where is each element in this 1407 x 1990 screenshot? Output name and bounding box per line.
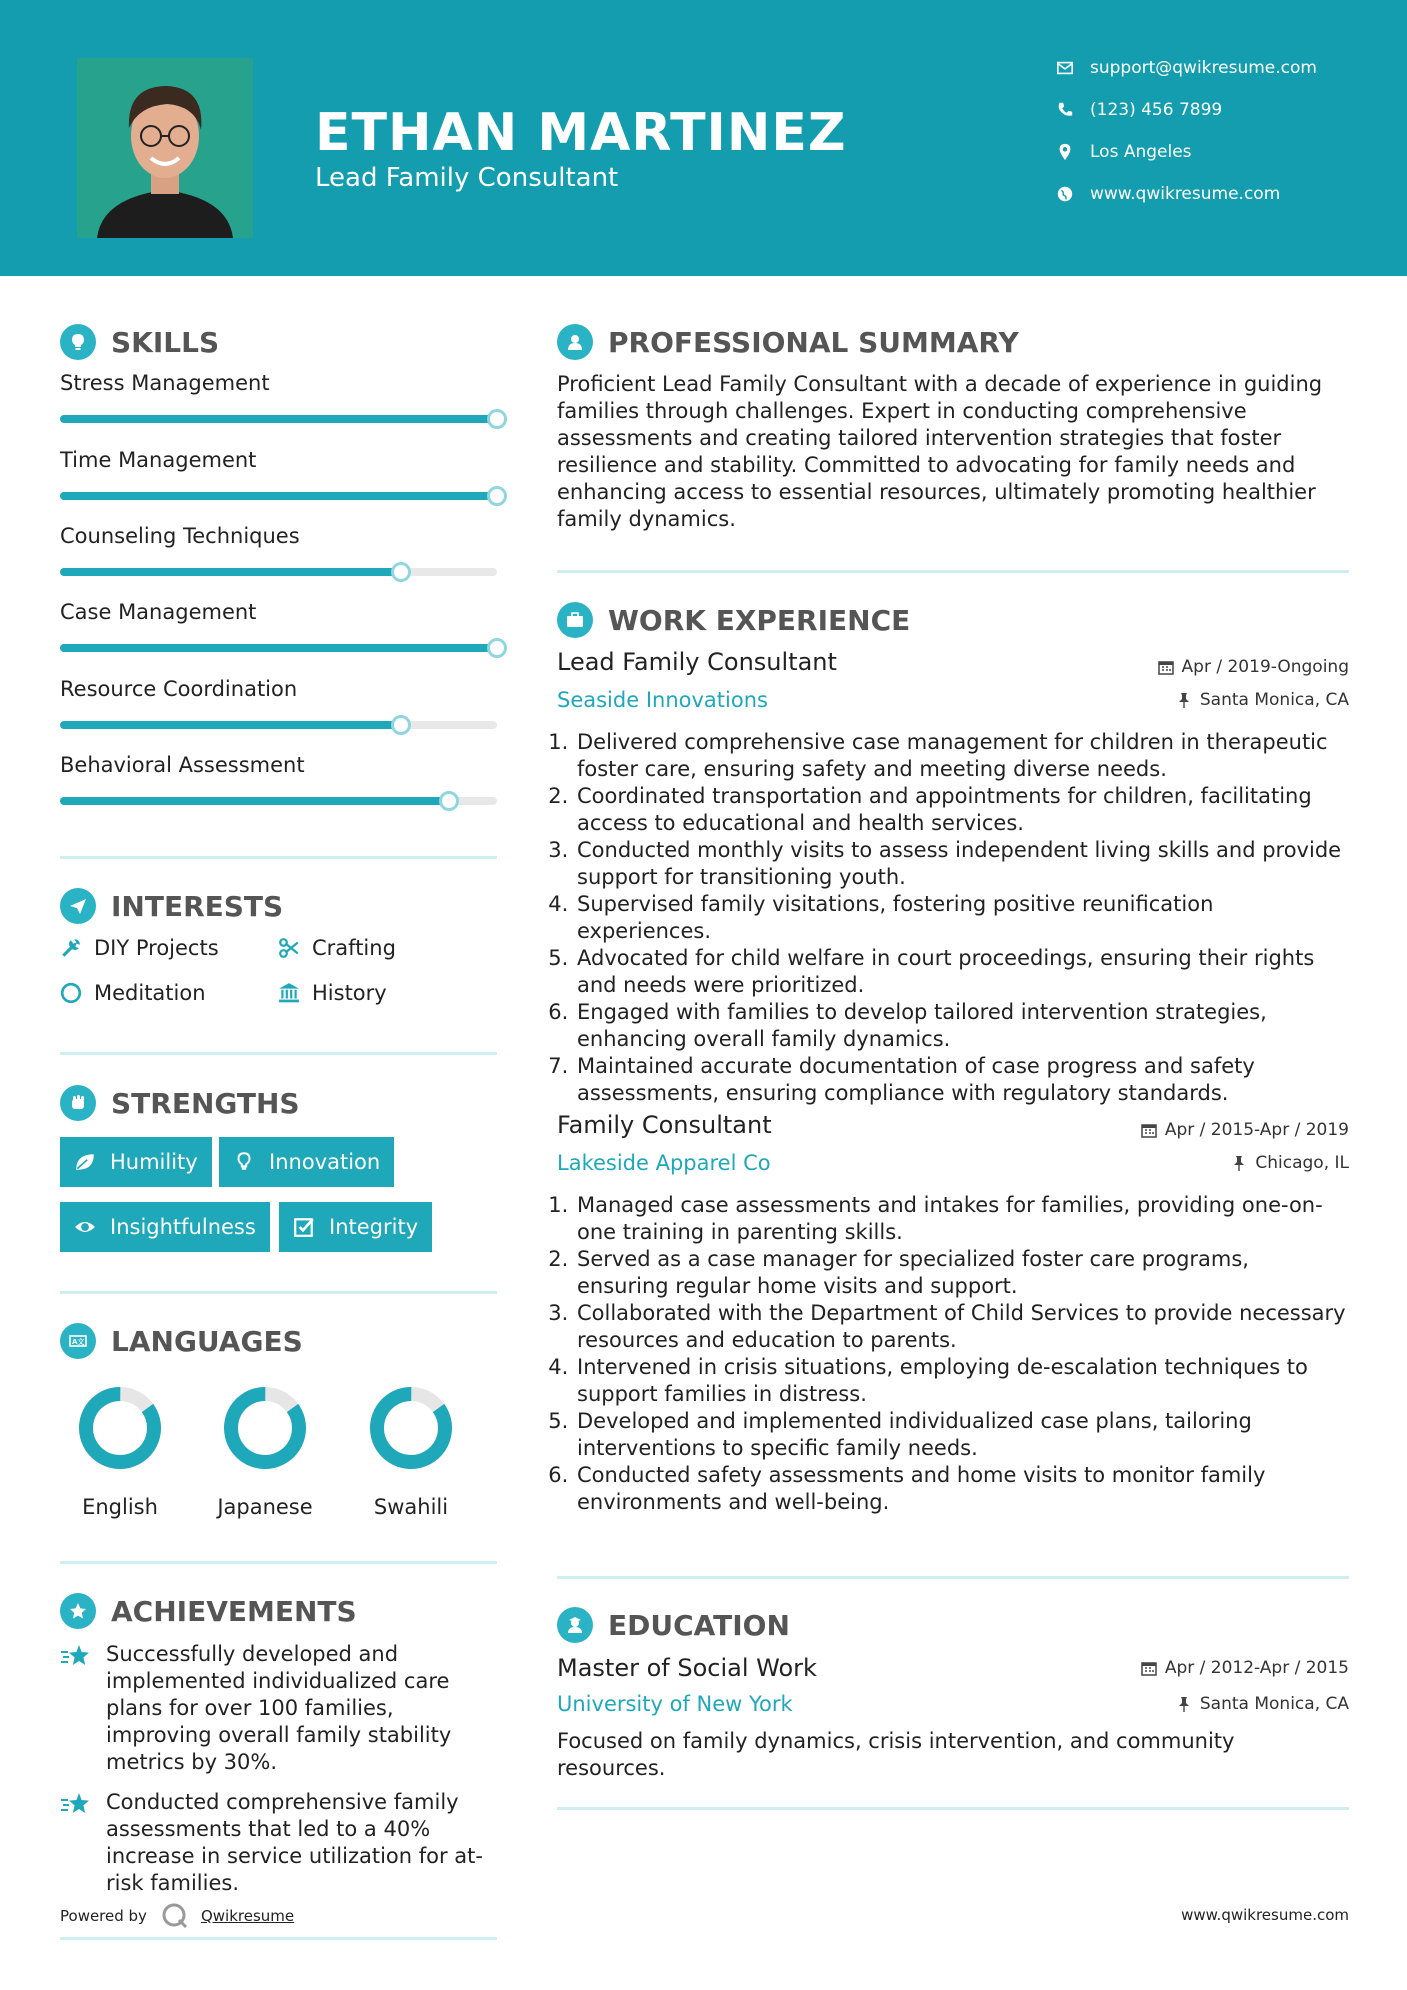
- languages-heading: A文 LANGUAGES: [60, 1323, 303, 1359]
- qwikresume-link[interactable]: Qwikresume: [200, 1907, 295, 1925]
- contact-email[interactable]: [1056, 58, 1317, 78]
- profile-photo: [77, 58, 253, 238]
- skill-name: Stress Management: [60, 371, 270, 395]
- job-dates: Apr / 2019-Ongoing: [1158, 657, 1349, 677]
- job-title: Lead Family Consultant: [557, 648, 837, 676]
- duty-item: 4. Supervised family visitations, fostering positive reunification experiences.: [575, 891, 1347, 945]
- strength-tag: Innovation: [219, 1137, 394, 1187]
- skill-item: [60, 677, 497, 729]
- skill-name: Case Management: [60, 600, 257, 624]
- pin-icon: [1176, 692, 1192, 708]
- skill-name: Time Management: [60, 448, 257, 472]
- language-donut: [220, 1383, 310, 1473]
- user-icon: [557, 324, 593, 360]
- company-name: Lakeside Apparel Co: [557, 1151, 771, 1175]
- duty-item: 1. Delivered comprehensive case management for children in therapeutic foster care, ensuring safety and meeting diverse needs.: [575, 729, 1347, 783]
- company-name: Seaside Innovations: [557, 688, 768, 712]
- circle-icon: [60, 982, 82, 1004]
- strength-tag: Integrity: [279, 1202, 432, 1252]
- language-item: [55, 1383, 185, 1519]
- section-divider: [557, 1807, 1349, 1810]
- star-icon: [60, 1643, 92, 1671]
- achievements-heading: ACHIEVEMENTS: [60, 1593, 357, 1629]
- language-item: [346, 1383, 476, 1519]
- education-description: Focused on family dynamics, crisis intervention, and community resources.: [557, 1729, 1235, 1780]
- skill-bar: [60, 568, 497, 576]
- duty-item: 1. Managed case assessments and intakes for families, providing one-on-one training in parenting skills.: [575, 1192, 1347, 1246]
- duty-item: 2. Coordinated transportation and appointments for children, facilitating access to educational and health services.: [575, 783, 1347, 837]
- school-name: University of New York: [557, 1692, 793, 1716]
- interests-heading: INTERESTS: [60, 888, 283, 924]
- skill-bar: [60, 644, 497, 652]
- skill-item: [60, 448, 497, 500]
- section-divider: [557, 570, 1349, 573]
- fist-icon: [60, 1085, 96, 1121]
- phone-icon: [1056, 101, 1074, 119]
- calendar-icon: [1141, 1122, 1157, 1138]
- section-divider: [60, 1561, 497, 1564]
- header-banner: [0, 0, 1407, 276]
- section-divider: [60, 1291, 497, 1294]
- skill-item: [60, 524, 497, 576]
- duty-item: 6. Engaged with families to develop tailored intervention strategies, enhancing overall family dynamics.: [575, 999, 1347, 1053]
- map-marker-icon: [1056, 143, 1074, 161]
- contact-website[interactable]: [1056, 184, 1280, 204]
- achievement-item: Conducted comprehensive family assessments that led to a 40% increase in service utilization for at-risk families.: [60, 1789, 497, 1897]
- candidate-title: Lead Family Consultant: [315, 163, 619, 193]
- lightbulb-icon: [60, 324, 96, 360]
- pin-icon: [1176, 1696, 1192, 1712]
- language-donut: [366, 1383, 456, 1473]
- graduate-icon: [557, 1607, 593, 1643]
- strengths-heading: STRENGTHS: [60, 1085, 300, 1121]
- strength-tag: Insightfulness: [60, 1202, 270, 1252]
- contact-location-text: Los Angeles: [1090, 142, 1192, 162]
- star-badge-icon: [60, 1593, 96, 1629]
- skill-item: [60, 600, 497, 652]
- job-duties: [557, 1192, 1347, 1516]
- scissors-icon: [278, 937, 300, 959]
- bank-icon: [278, 982, 300, 1004]
- qwikresume-logo-icon: [161, 1902, 189, 1930]
- skill-bar: [60, 492, 497, 500]
- education-dates: Apr / 2012-Apr / 2015: [1141, 1658, 1349, 1678]
- skill-name: Resource Coordination: [60, 677, 298, 701]
- language-icon: [60, 1323, 96, 1359]
- leaf-icon: [74, 1151, 96, 1173]
- language-name: Swahili: [373, 1495, 449, 1519]
- section-divider: [557, 1576, 1349, 1579]
- skill-bar: [60, 797, 497, 805]
- section-divider: [60, 1052, 497, 1055]
- skill-name: Behavioral Assessment: [60, 753, 305, 777]
- calendar-icon: [1141, 1660, 1157, 1676]
- experience-heading: WORK EXPERIENCE: [557, 602, 910, 638]
- interest-item: Meditation: [60, 981, 206, 1005]
- interest-item: Crafting: [278, 936, 396, 960]
- wrench-icon: [60, 937, 82, 959]
- skill-name: Counseling Techniques: [60, 524, 300, 548]
- skill-bar: [60, 721, 497, 729]
- paper-plane-icon: [60, 888, 96, 924]
- language-item: [200, 1383, 330, 1519]
- lightbulb-icon: [233, 1151, 255, 1173]
- section-divider: [60, 856, 497, 859]
- globe-icon: [1056, 185, 1074, 203]
- job-location: Santa Monica, CA: [1176, 690, 1349, 710]
- language-name: Japanese: [217, 1495, 313, 1519]
- language-donut: [75, 1383, 165, 1473]
- achievement-item: Successfully developed and implemented individualized care plans for over 100 families, improving overall family stability metrics by 30%.: [60, 1641, 497, 1776]
- education-location: Santa Monica, CA: [1176, 1694, 1349, 1714]
- candidate-name: ETHAN MARTINEZ: [315, 103, 847, 163]
- duty-item: 5. Developed and implemented individualized case plans, tailoring interventions to specific family needs.: [575, 1408, 1347, 1462]
- pin-icon: [1231, 1155, 1247, 1171]
- job-duties: [557, 729, 1347, 1107]
- envelope-icon: [1056, 59, 1074, 77]
- contact-phone[interactable]: [1056, 100, 1222, 120]
- skills-heading: SKILLS: [60, 324, 219, 360]
- section-divider: [60, 1937, 497, 1940]
- language-name: English: [82, 1495, 158, 1519]
- skill-bar: [60, 415, 497, 423]
- contact-location: [1056, 142, 1192, 162]
- duty-item: 2. Served as a case manager for specialized foster care programs, ensuring regular home visits and support.: [575, 1246, 1347, 1300]
- briefcase-icon: [557, 602, 593, 638]
- skill-item: [60, 753, 497, 805]
- contact-website-text: www.qwikresume.com: [1090, 184, 1281, 204]
- duty-item: 7. Maintained accurate documentation of case progress and safety assessments, ensuring compliance with regulatory standards.: [575, 1053, 1347, 1107]
- duty-item: 3. Conducted monthly visits to assess independent living skills and provide support for transitioning youth.: [575, 837, 1347, 891]
- summary-text: Proficient Lead Family Consultant with a decade of experience in guiding families through challenges. Expert in conducting comprehensive assessments and creating tailored intervention strategies that foster resilience and stability. Committed to advocating for family needs and enhancing access to essential resources, ultimately promoting healthier family dynamics.: [557, 372, 1323, 531]
- job-location: Chicago, IL: [1231, 1153, 1349, 1173]
- check-square-icon: [293, 1216, 315, 1238]
- job-title: Family Consultant: [557, 1111, 772, 1139]
- duty-item: 4. Intervened in crisis situations, employing de-escalation techniques to support families in distress.: [575, 1354, 1347, 1408]
- interest-item: History: [278, 981, 387, 1005]
- footer-url[interactable]: www.qwikresume.com: [1181, 1906, 1349, 1924]
- strength-tag: Humility: [60, 1137, 212, 1187]
- duty-item: 5. Advocated for child welfare in court proceedings, ensuring their rights and needs were prioritized.: [575, 945, 1347, 999]
- degree-title: Master of Social Work: [557, 1654, 817, 1682]
- calendar-icon: [1158, 659, 1174, 675]
- powered-by: Powered by Qwikresume: [60, 1902, 294, 1930]
- contact-phone-text: (123) 456 7899: [1090, 100, 1223, 120]
- job-dates: Apr / 2015-Apr / 2019: [1141, 1120, 1349, 1140]
- interest-item: DIY Projects: [60, 936, 219, 960]
- duty-item: 6. Conducted safety assessments and home visits to monitor family environments and well-being.: [575, 1462, 1347, 1516]
- summary-heading: PROFESSIONAL SUMMARY: [557, 324, 1019, 360]
- eye-icon: [74, 1216, 96, 1238]
- duty-item: 3. Collaborated with the Department of Child Services to provide necessary resources and education to parents.: [575, 1300, 1347, 1354]
- skill-item: [60, 371, 497, 423]
- education-heading: EDUCATION: [557, 1607, 790, 1643]
- contact-email-text: support@qwikresume.com: [1090, 58, 1317, 78]
- star-icon: [60, 1791, 92, 1819]
- svg-text:A文: A文: [72, 1338, 85, 1346]
